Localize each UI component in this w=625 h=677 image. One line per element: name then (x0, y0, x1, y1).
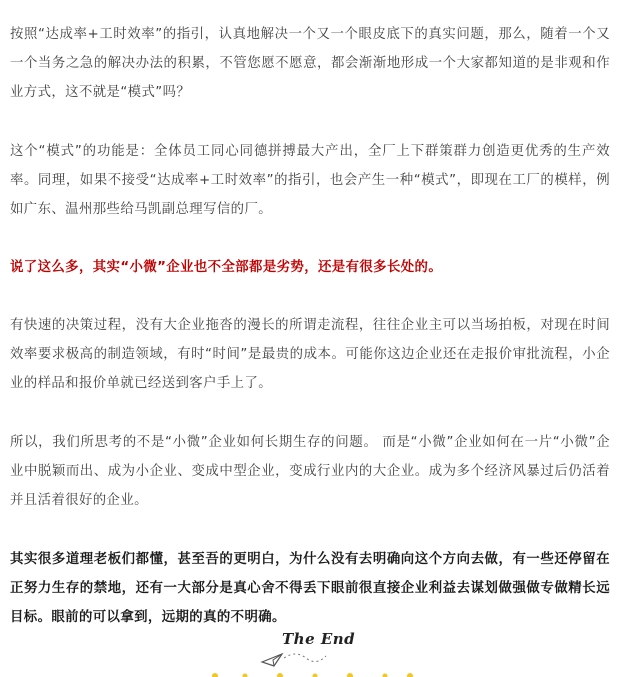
decorative-divider (205, 668, 420, 677)
bold-paragraph: 其实很多道理老板们都懂，甚至吾的更明白，为什么没有去明确向这个方向去做，有一些还停留在正努力生存的禁地，还有一大部分是真心舍不得丢下眼前很直接企业利益去谋划做强做专做精长远目标。眼前的可以拿到，远期的真的不明确。 (10, 552, 610, 625)
article-body (10, 20, 610, 632)
paragraph-4: 有快速的决策过程，没有大企业拖沓的漫长的所谓走流程，往往企业主可以当场拍板，对现在时间效率要求极高的制造领域，有时“时间”是最贵的成本。可能你这边企业还在走报价审批流程，小企业的样品和报价单就已经送到客户手上了。 (10, 318, 610, 391)
paragraph-5: 所以，我们所思考的不是“小微”企业如何长期生存的问题。 而是“小微”企业如何在一片“小微”企业中脱颖而出、成为小企业、变成中型企业，变成行业内的大企业。成为多个经济风暴过后仍活着并且活着很好的企业。 (10, 435, 610, 508)
highlight-paragraph: 说了这么多，其实“小微”企业也不全部都是劣势，还是有很多长处的。 (10, 260, 443, 275)
the-end-label: The End (282, 630, 356, 648)
paragraph-1: 按照“达成率+工时效率”的指引，认真地解决一个又一个眼皮底下的真实问题，那么，随着一个又一个当务之急的解决办法的积累，不管您愿不愿意，都会渐渐地形成一个大家都知道的是非观和作业方式，这不就是“模式”吗？ (10, 27, 610, 100)
paragraph-2: 这个“模式”的功能是：全体员工同心同德拼搏最大产出，全厂上下群策群力创造更优秀的生产效率。同理，如果不接受“达成率+工时效率”的指引，也会产生一种“模式”，即现在工厂的模样，例如广东、温州那些给马凯副总理写信的厂。 (10, 144, 610, 217)
